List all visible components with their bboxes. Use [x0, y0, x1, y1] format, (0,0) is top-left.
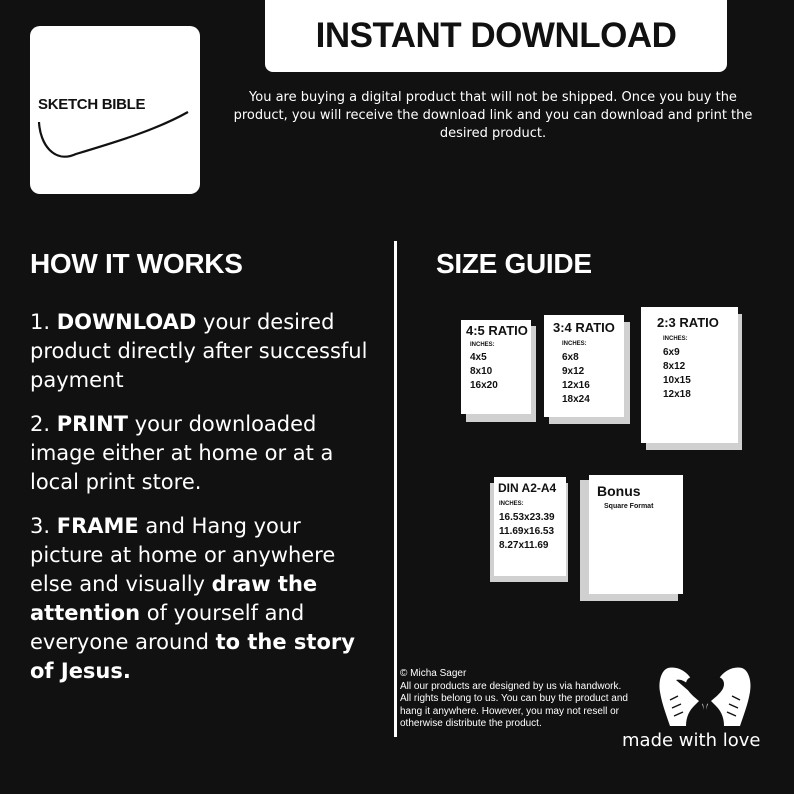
brand-logo: [30, 26, 200, 194]
size-guide-heading: SIZE GUIDE: [436, 248, 592, 279]
card-title: 3:4 RATIO: [553, 320, 615, 335]
size-card-2-3: [641, 307, 738, 443]
inches-label: INCHES:: [562, 341, 587, 347]
made-with-love-text: made with love: [622, 730, 761, 751]
steps-list: [30, 308, 370, 701]
how-it-works-heading: HOW IT WORKS: [30, 248, 243, 279]
size-list: 16.53x23.39 11.69x16.53 8.27x11.69: [499, 512, 555, 551]
swoosh-icon: [36, 104, 196, 166]
size-list: 6x9 8x12 10x15 12x18: [663, 347, 691, 400]
card-title: 2:3 RATIO: [657, 315, 719, 330]
inches-label: INCHES:: [499, 501, 524, 507]
card-title: DIN A2-A4: [498, 481, 557, 495]
size-card-3-4: [544, 315, 624, 417]
size-list: 4x5 8x10 16x20: [470, 352, 498, 391]
copyright-notice: © Micha Sager All our products are designed by us via handwork. All rights belong to us. You can buy the product and hang it anywhere. However, you may not resell or otherwise distribute the product.: [400, 668, 628, 730]
step-item: 2. PRINT your downloaded image either at home or at a local print store.: [30, 412, 334, 494]
inches-label: INCHES:: [470, 342, 495, 348]
inches-label: INCHES:: [663, 336, 688, 342]
size-card-4-5: [461, 320, 531, 414]
size-list: 6x8 9x12 12x16 18x24: [562, 352, 590, 405]
header-banner: [265, 0, 727, 72]
card-title: 4:5 RATIO: [466, 323, 528, 338]
intro-text: You are buying a digital product that will not be shipped. Once you buy the product, you will receive the download link and you can download and print the desired product.: [233, 90, 753, 141]
card-subtitle: Square Format: [604, 503, 654, 510]
vertical-divider: [394, 241, 397, 737]
page-title: INSTANT DOWNLOAD: [315, 16, 677, 55]
size-card-din: [494, 477, 566, 576]
heart-hands-icon: [656, 660, 754, 728]
card-title: Bonus: [597, 483, 641, 499]
logo-text: SKETCH BIBLE: [38, 96, 146, 113]
size-card-bonus: [589, 475, 683, 594]
step-item: 1. DOWNLOAD your desired product directly after successful payment: [30, 310, 368, 392]
step-item: 3. FRAME and Hang your picture at home or anywhere else and visually draw the attention of yourself and everyone around to the story of Jesus.: [30, 514, 355, 683]
